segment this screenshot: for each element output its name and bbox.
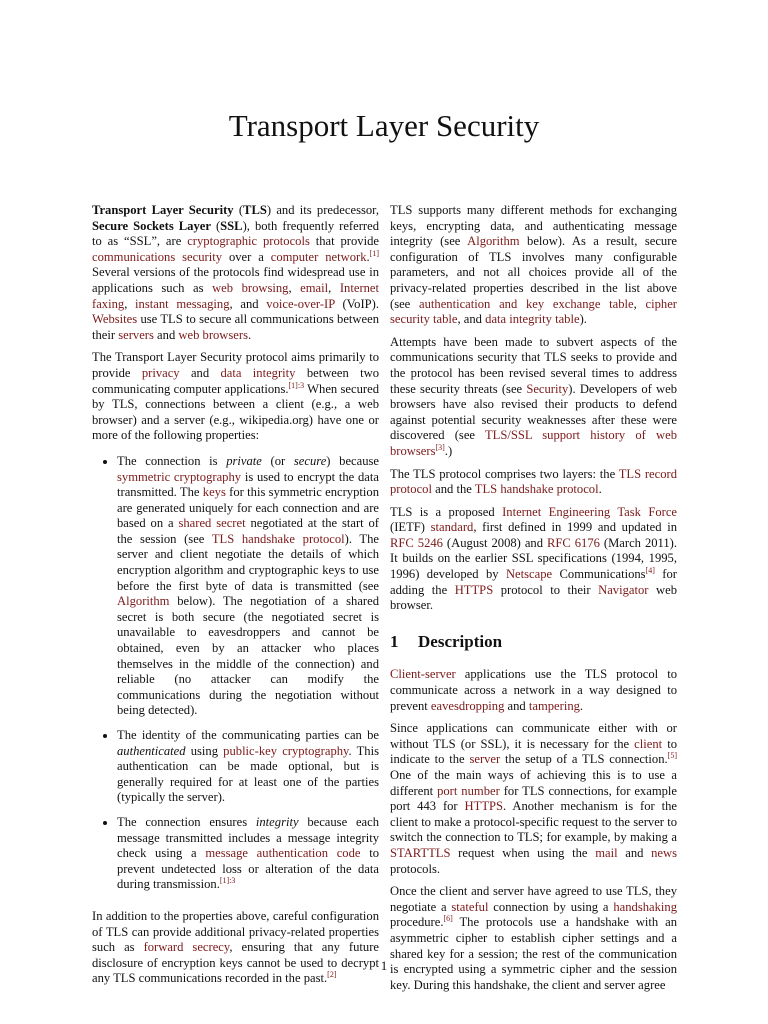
citation-link[interactable]: [2]: [327, 970, 337, 980]
text: Since applications can communicate either with or without TLS (or SSL), it is necessary for the: [390, 721, 677, 751]
link[interactable]: web browsing: [212, 280, 289, 295]
link[interactable]: TLS handshake protocol: [474, 482, 599, 497]
text: over a: [222, 249, 271, 264]
text: below). As a result, secure configuration of TLS involves many configurable parameters, and not all choices provide all of the privacy-related properties described in the list above (see: [390, 234, 678, 311]
link[interactable]: computer network: [270, 249, 367, 264]
link[interactable]: symmetric cryptography: [117, 469, 242, 484]
link[interactable]: Internet Engineering Task Force: [502, 504, 677, 519]
link[interactable]: TLS record protocol: [390, 466, 677, 497]
text: procedure.: [390, 915, 444, 930]
bold-text: SSL: [220, 218, 243, 233]
bold-text: TLS: [243, 203, 267, 217]
text: When secured by TLS, connections between a client (e.g., a web browser) and a server (e.g., wikipedia.org) have one or more of the following properties:: [92, 381, 379, 443]
text: negotiated at the start of the session (see: [117, 516, 380, 546]
paragraph: [390, 467, 677, 498]
link[interactable]: data integrity: [220, 365, 296, 380]
link[interactable]: RFC 6176: [546, 535, 600, 550]
text: .: [366, 249, 370, 264]
link[interactable]: email: [300, 280, 329, 295]
text: .: [248, 327, 252, 342]
link[interactable]: authentication and key exchange table: [419, 296, 634, 311]
link[interactable]: Netscape: [505, 567, 553, 582]
link[interactable]: forward secrecy: [143, 940, 230, 955]
link[interactable]: port number: [437, 783, 500, 798]
text: , ensuring that any future disclosure of encryption keys cannot be used to decrypt any TLS communications recorded in the past.: [92, 940, 379, 986]
link[interactable]: Navigator: [598, 582, 649, 597]
text: ,: [328, 280, 340, 295]
link[interactable]: Internet faxing: [92, 280, 380, 311]
text: protocols.: [390, 861, 441, 876]
text: because each message transmitted includes a message integrity check using a: [117, 814, 380, 861]
text: (August 2008) and: [442, 535, 547, 550]
text: and: [153, 327, 179, 342]
citation-link[interactable]: [1]: [369, 248, 379, 258]
text: , and: [457, 312, 486, 327]
paragraph: [92, 203, 379, 343]
text: ).: [579, 312, 587, 327]
citation-link[interactable]: [3]: [435, 442, 445, 452]
text: and: [617, 845, 652, 860]
text: The Transport Layer Security protocol aims primarily to provide: [92, 350, 379, 380]
text: request when using the: [450, 845, 596, 860]
bullet-list: [92, 454, 379, 893]
text: use TLS to secure all communications between their: [92, 312, 379, 342]
text: Communications: [552, 567, 646, 582]
text: applications use the TLS protocol to communicate across a network in a way designed to prevent: [390, 667, 677, 713]
text: ), both frequently referred to as “SSL”, are: [92, 218, 379, 249]
text: . This authentication can be made optional, but is generally required for at least one of the parties (typically the server).: [117, 743, 379, 805]
link[interactable]: HTTPS: [454, 582, 494, 597]
link[interactable]: cryptographic protocols: [187, 234, 310, 249]
document-title: Transport Layer Security: [228, 108, 540, 143]
text: is used to encrypt the data transmitted. The: [117, 469, 379, 500]
link[interactable]: communications security: [92, 249, 223, 264]
paragraph: [390, 667, 677, 714]
text: ,: [124, 296, 136, 311]
link[interactable]: mail: [595, 845, 618, 860]
link[interactable]: public-key cryptography: [223, 743, 349, 758]
text: below). The negotiation of a shared secret is both secure (the negotiated secret is unavailable to eavesdroppers and cannot be obtained, even by an attacker who places themselves in the middle of the connection) and reliable (no attacker can modify the communications during the negotiation without being detected).: [117, 594, 379, 718]
page-number: 1: [380, 958, 388, 973]
text: .): [444, 443, 453, 458]
link[interactable]: servers: [118, 327, 154, 342]
link[interactable]: Algorithm: [117, 594, 170, 609]
text: ,: [633, 296, 646, 311]
text: TLS is a proposed: [390, 504, 503, 519]
text: (or: [261, 453, 294, 468]
link[interactable]: client: [634, 736, 663, 751]
section-title: Description: [418, 631, 503, 651]
list-item: [117, 454, 379, 719]
citation-link[interactable]: [6]: [443, 914, 453, 924]
link[interactable]: instant messaging: [135, 296, 230, 311]
link[interactable]: RFC 5246: [390, 535, 443, 550]
paragraph: [390, 884, 677, 993]
paragraph: [92, 350, 379, 444]
text: One of the main ways of achieving this is to use a different: [390, 768, 677, 798]
text: In addition to the properties above, careful configuration of TLS can provide additional privacy-related properties such as: [92, 908, 379, 955]
text: Once the client and server have agreed to use TLS, they negotiate a: [390, 884, 677, 914]
section-number: 1: [390, 631, 399, 651]
link[interactable]: TLS/SSL support history of web browsers: [390, 428, 677, 458]
text: , and: [229, 296, 267, 311]
paragraph: [390, 721, 677, 877]
text: to indicate to the: [390, 736, 677, 767]
paragraph: [390, 505, 677, 614]
text: (: [233, 203, 244, 217]
text: protocol to their: [493, 582, 599, 597]
paragraph: [390, 203, 677, 328]
citation-link[interactable]: [1]:3: [288, 380, 305, 390]
link[interactable]: Algorithm: [467, 234, 520, 249]
text: to prevent undetected loss or alteration of the data during transmission.: [117, 846, 379, 892]
text: for TLS connections, for example port 443 for: [390, 783, 677, 814]
right-column: [390, 203, 677, 1000]
citation-link[interactable]: [1]:3: [219, 876, 236, 886]
link[interactable]: tampering: [528, 698, 580, 713]
text: ). Developers of web browsers have also revised their products to defend against potential security weaknesses after these were discovered (see: [390, 381, 677, 443]
text: ). The server and client negotiate the details of which encryption algorithm and cryptographic keys to use before the first byte of data is transmitted (see: [117, 531, 380, 593]
link[interactable]: shared secret: [178, 516, 246, 531]
link[interactable]: Security: [526, 381, 569, 396]
paragraph: [92, 909, 379, 987]
link[interactable]: standard: [430, 520, 474, 535]
text: The TLS protocol comprises two layers: the: [390, 466, 619, 481]
text: between two communicating computer applications.: [92, 365, 380, 396]
bold-text: Secure Sockets Layer: [92, 218, 211, 233]
text: connection by using a: [488, 899, 614, 914]
text: (March 2011). It builds on the earlier SSL specifications (1994, 1995, 1996) developed by: [390, 535, 678, 582]
link[interactable]: handshaking: [613, 899, 678, 914]
text: for this symmetric encryption are generated uniquely for each connection and are based on a: [117, 485, 379, 531]
text: The connection is: [117, 453, 227, 468]
text: that provide: [309, 234, 379, 249]
link[interactable]: news: [651, 845, 677, 860]
left-column: [92, 203, 379, 994]
text: The identity of the communicating parties can be: [117, 728, 379, 742]
italic-text: integrity: [255, 814, 299, 829]
link[interactable]: TLS handshake protocol: [211, 531, 345, 546]
link[interactable]: Client-server: [390, 667, 456, 682]
bold-text: Transport Layer Security: [92, 203, 234, 217]
text: . Another mechanism is for the client to make a protocol-specific request to the server to switch the connection to TLS; for example, by making a: [390, 799, 678, 845]
link[interactable]: keys: [202, 485, 226, 500]
link[interactable]: message authentication code: [205, 846, 361, 861]
text: web browser.: [390, 582, 677, 613]
text: and the: [431, 482, 475, 497]
italic-text: authenticated: [117, 743, 186, 758]
citation-link[interactable]: [5]: [667, 751, 677, 761]
text: Attempts have been made to subvert aspects of the communications security that TLS seeks to provide and the protocol has been revised several times to address these security threats (see: [390, 334, 677, 396]
paragraph: [390, 335, 677, 460]
italic-text: secure: [293, 453, 327, 468]
text: and: [504, 698, 529, 713]
text: The protocols use a handshake with an asymmetric cipher to establish cipher settings and a shared key for a session; the rest of the communication is encrypted using a symmetric cipher and the session key. During this handshake, the client and server agree: [390, 915, 677, 992]
text: ) and its predecessor,: [266, 203, 379, 217]
text: (: [210, 218, 221, 233]
text: TLS supports many different methods for exchanging keys, encrypting data, and authenticating message integrity (see: [390, 203, 677, 249]
text: (IETF): [390, 520, 431, 535]
italic-text: private: [226, 453, 262, 468]
link[interactable]: cipher security table: [390, 296, 677, 327]
list-item: [117, 815, 379, 893]
citation-link[interactable]: [4]: [645, 565, 655, 575]
link[interactable]: stateful: [451, 899, 489, 914]
link[interactable]: Websites: [92, 312, 138, 327]
link[interactable]: HTTPS: [464, 799, 504, 814]
text: The connection ensures: [117, 814, 256, 829]
list-item: [117, 728, 379, 806]
text: ,: [288, 280, 301, 295]
text: the setup of a TLS connection.: [500, 752, 668, 767]
text: .: [598, 482, 602, 497]
link[interactable]: voice-over-IP: [266, 296, 335, 311]
text: using: [185, 743, 224, 758]
text: and: [179, 365, 221, 380]
text: Several versions of the protocols find widespread use in applications such as: [92, 265, 379, 295]
text: ) because: [326, 453, 379, 468]
text: (VoIP).: [334, 296, 379, 311]
link[interactable]: data integrity table: [485, 312, 580, 327]
link[interactable]: privacy: [141, 365, 180, 380]
link[interactable]: STARTTLS: [390, 845, 451, 860]
text: for adding the: [390, 567, 677, 597]
link[interactable]: server: [469, 752, 501, 767]
link[interactable]: eavesdropping: [430, 698, 505, 713]
text: .: [579, 698, 584, 713]
text: , first defined in 1999 and updated in: [473, 520, 677, 535]
section-heading: [390, 631, 677, 651]
link[interactable]: web browsers: [178, 327, 248, 342]
